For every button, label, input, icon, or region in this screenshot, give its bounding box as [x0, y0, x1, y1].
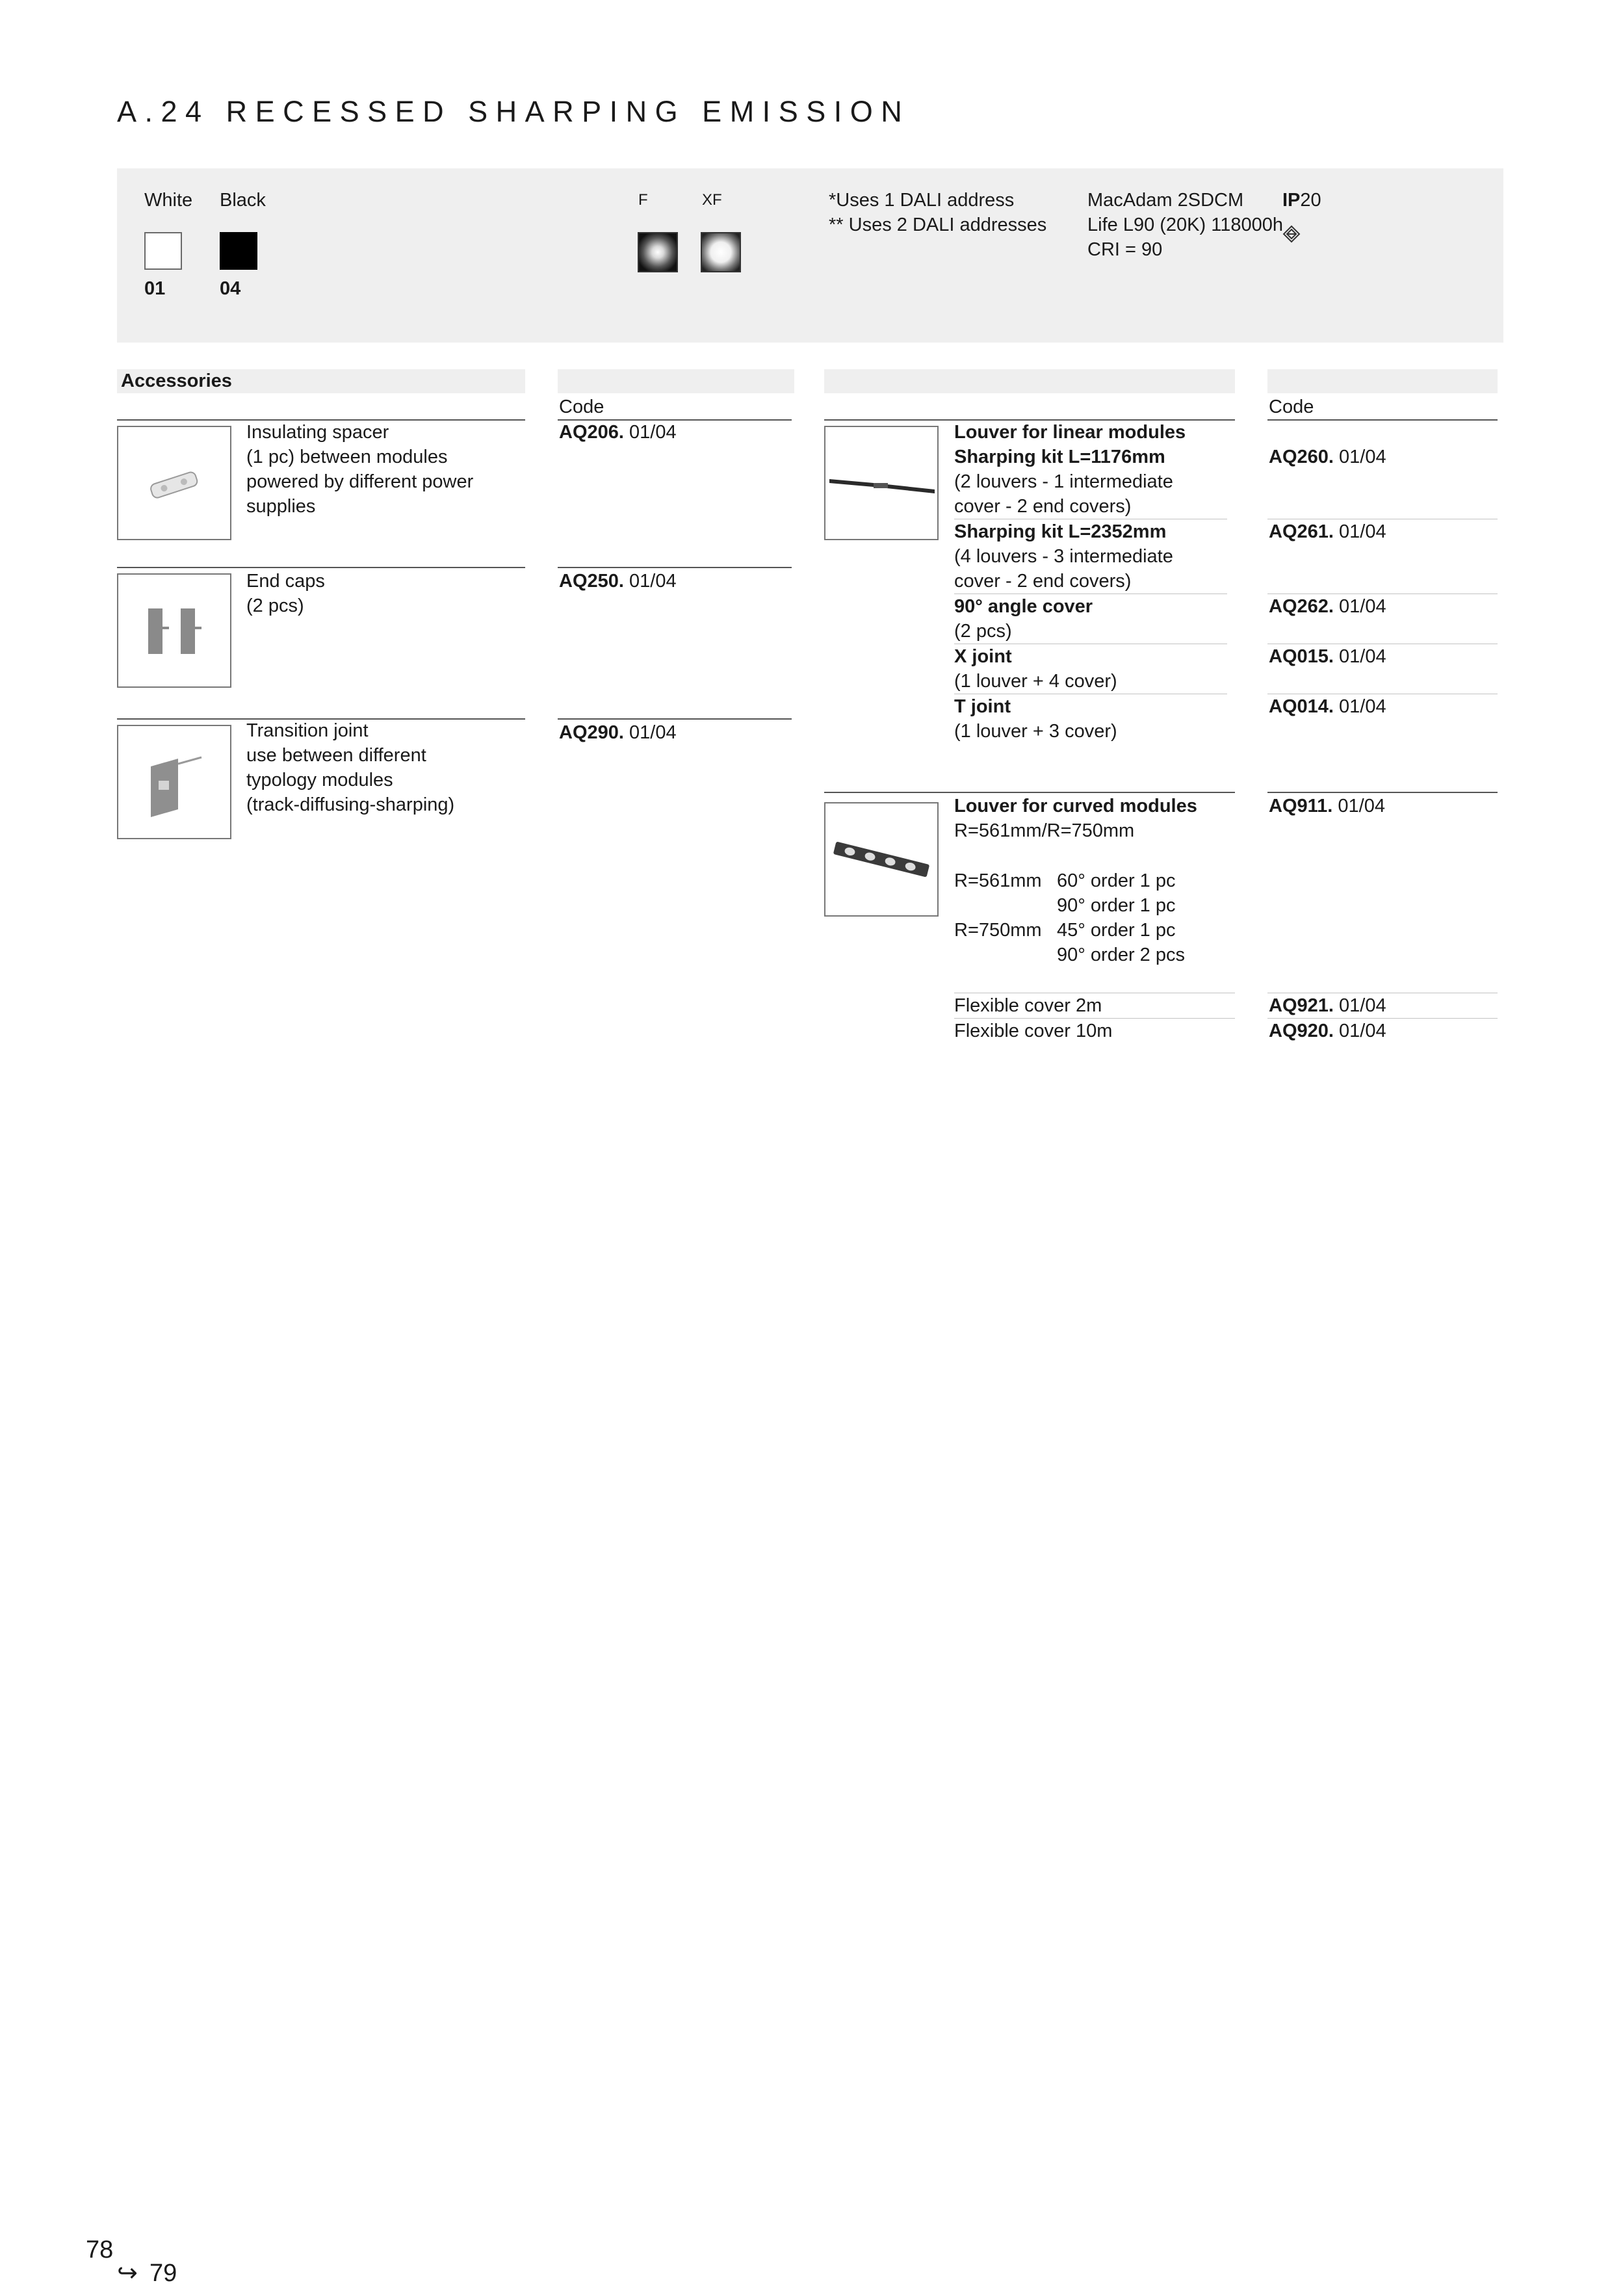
accessory-desc: (track-diffusing-sharping) — [246, 794, 455, 815]
product-code: AQ015. 01/04 — [1269, 646, 1386, 667]
product-code: AQ921. 01/04 — [1269, 995, 1386, 1016]
class-symbol-icon — [1282, 225, 1301, 243]
divider — [1267, 792, 1498, 793]
divider — [824, 792, 1235, 793]
curved-radius: R=561mm — [954, 870, 1042, 891]
kit-name: Sharping kit L=2352mm — [954, 521, 1167, 542]
divider — [1267, 419, 1498, 421]
accessory-desc: (2 pcs) — [246, 595, 304, 616]
black-finish-swatch — [220, 232, 257, 270]
accessory-desc: powered by different power — [246, 471, 474, 492]
curved-louver-image — [824, 802, 939, 917]
insulating-spacer-image — [117, 426, 231, 540]
page-title: A.24 RECESSED SHARPING EMISSION — [117, 95, 911, 128]
curved-subtitle: R=561mm/R=750mm — [954, 820, 1135, 841]
accessory-desc: use between different — [246, 745, 426, 766]
beam-xf-icon — [701, 232, 741, 272]
curved-order: 90° order 2 pcs — [1057, 945, 1185, 965]
code-header-2: Code — [1269, 397, 1314, 417]
product-code: AQ014. 01/04 — [1269, 696, 1386, 717]
accessory-name: End caps — [246, 571, 325, 592]
cri-spec: CRI = 90 — [1087, 239, 1163, 260]
kit-desc: (1 louver + 3 cover) — [954, 721, 1117, 742]
finish-label-black: Black — [220, 190, 266, 211]
product-code: AQ920. 01/04 — [1269, 1021, 1386, 1041]
divider — [558, 567, 792, 568]
curved-order: 90° order 1 pc — [1057, 895, 1176, 916]
accessories-label: Accessories — [121, 371, 232, 391]
product-code: AQ262. 01/04 — [1269, 596, 1386, 617]
beam-f-icon — [638, 232, 678, 272]
flexible-cover-name: Flexible cover 10m — [954, 1021, 1113, 1041]
divider — [117, 567, 525, 568]
divider — [558, 718, 792, 720]
curved-radius: R=750mm — [954, 920, 1042, 941]
page-number: 78 — [86, 2236, 114, 2263]
finish-code-white: 01 — [144, 278, 166, 299]
linear-group-title: Louver for linear modules — [954, 422, 1186, 443]
accessory-desc: supplies — [246, 496, 316, 517]
accessory-desc: (1 pc) between modules — [246, 447, 448, 467]
code-header-bar-2 — [1267, 369, 1498, 393]
macadam-spec: MacAdam 2SDCM — [1087, 190, 1244, 211]
next-page-number[interactable]: 79 — [149, 2260, 177, 2287]
beam-label-f: F — [638, 191, 648, 209]
kit-name: T joint — [954, 696, 1011, 717]
kit-name: X joint — [954, 646, 1012, 667]
ip-prefix: IP — [1282, 190, 1301, 211]
kit-desc: (2 pcs) — [954, 621, 1012, 642]
kit-desc: cover - 2 end covers) — [954, 571, 1132, 592]
curved-order: 45° order 1 pc — [1057, 920, 1176, 941]
dali-note-2: ** Uses 2 DALI addresses — [829, 215, 1047, 235]
flexible-cover-name: Flexible cover 2m — [954, 995, 1102, 1016]
kit-name: 90° angle cover — [954, 596, 1093, 617]
product-code: AQ260. 01/04 — [1269, 447, 1386, 467]
linear-header-bar — [824, 369, 1235, 393]
curved-order: 60° order 1 pc — [1057, 870, 1176, 891]
kit-desc: (2 louvers - 1 intermediate — [954, 471, 1173, 492]
kit-desc: (1 louver + 4 cover) — [954, 671, 1117, 692]
accessory-name: Transition joint — [246, 720, 369, 741]
product-code: AQ250. 01/04 — [559, 571, 677, 592]
code-header-1: Code — [559, 397, 604, 417]
ip-value: 20 — [1300, 190, 1321, 211]
accessory-name: Insulating spacer — [246, 422, 389, 443]
product-code: AQ261. 01/04 — [1269, 521, 1386, 542]
kit-desc: (4 louvers - 3 intermediate — [954, 546, 1173, 567]
life-spec: Life L90 (20K) 118000h — [1087, 215, 1283, 235]
curved-title: Louver for curved modules — [954, 796, 1197, 816]
linear-louver-image — [824, 426, 939, 540]
finish-label-white: White — [144, 190, 193, 211]
continue-arrow-icon: ↪ — [117, 2260, 138, 2287]
product-code: AQ206. 01/04 — [559, 422, 677, 443]
kit-desc: cover - 2 end covers) — [954, 496, 1132, 517]
beam-label-xf: XF — [702, 191, 722, 209]
dali-note-1: *Uses 1 DALI address — [829, 190, 1015, 211]
ip-rating — [1282, 190, 1321, 211]
white-finish-swatch — [144, 232, 182, 270]
product-code: AQ290. 01/04 — [559, 722, 677, 743]
end-caps-image — [117, 573, 231, 688]
kit-name: Sharping kit L=1176mm — [954, 447, 1165, 467]
code-header-bar-1 — [558, 369, 794, 393]
finish-code-black: 04 — [220, 278, 241, 299]
transition-joint-image — [117, 725, 231, 839]
accessory-desc: typology modules — [246, 770, 393, 790]
product-code: AQ911. 01/04 — [1269, 796, 1385, 816]
